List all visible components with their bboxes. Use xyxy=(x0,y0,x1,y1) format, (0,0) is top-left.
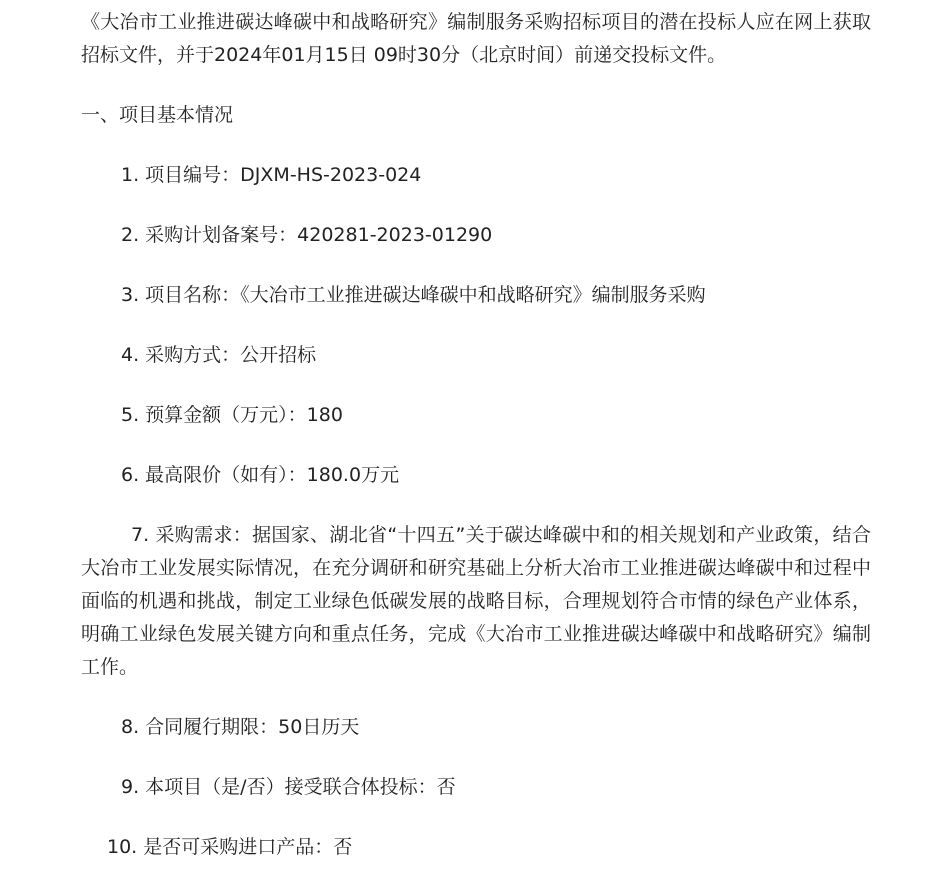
item-imported-products xyxy=(81,831,871,864)
item-value: 180 xyxy=(306,404,343,426)
intro-paragraph: 《大冶市工业推进碳达峰碳中和战略研究》编制服务采购招标项目的潜在投标人应在网上获取招标文件，并于2024年01月15日 09时30分（北京时间）前递交投标文件。 xyxy=(81,11,871,66)
item-value: 据国家、湖北省“十四五”关于碳达峰碳中和的相关规划和产业政策，结合大冶市工业发展实际情况，在充分调研和研究基础上分析大冶市工业推进碳达峰碳中和过程中面临的机遇和挑战，制定工业绿色低碳发展的战略目标，合理规划符合市情的绿色产业体系，明确工业绿色发展关键方向和重点任务，完成《大冶市工业推进碳达峰碳中和战略研究》编制工作。 xyxy=(81,524,871,678)
item-value: 180.0万元 xyxy=(306,464,400,486)
item-label: 1. 项目编号： xyxy=(121,164,241,186)
item-value: 否 xyxy=(436,776,456,798)
item-label: 10. 是否可采购进口产品： xyxy=(107,836,334,858)
item-contract-period xyxy=(81,711,871,744)
item-price-cap xyxy=(81,459,871,492)
item-budget xyxy=(81,399,871,432)
item-requirements xyxy=(81,519,871,684)
item-procurement-method xyxy=(81,339,871,372)
section-heading: 一、项目基本情况 xyxy=(81,104,234,126)
item-value: 420281-2023-01290 xyxy=(297,224,493,246)
announcement-document xyxy=(81,6,871,864)
item-label: 3. 项目名称： xyxy=(121,284,241,306)
item-plan-record-number xyxy=(81,219,871,252)
item-label: 6. 最高限价（如有）： xyxy=(121,464,307,486)
item-value: 《大冶市工业推进碳达峰碳中和战略研究》编制服务采购 xyxy=(240,284,706,306)
item-value: 否 xyxy=(333,836,353,858)
item-project-number xyxy=(81,159,871,192)
item-value: 公开招标 xyxy=(240,344,317,366)
item-label: 8. 合同履行期限： xyxy=(121,716,279,738)
item-value: DJXM-HS-2023-024 xyxy=(240,164,422,186)
item-label: 4. 采购方式： xyxy=(121,344,241,366)
item-label: 7. 采购需求： xyxy=(131,524,253,546)
item-label: 2. 采购计划备案号： xyxy=(121,224,298,246)
item-project-name xyxy=(81,279,871,312)
item-label: 5. 预算金额（万元）： xyxy=(121,404,307,426)
item-consortium-bid xyxy=(81,771,871,804)
item-value: 50日历天 xyxy=(278,716,360,738)
item-label: 9. 本项目（是/否）接受联合体投标： xyxy=(121,776,437,798)
